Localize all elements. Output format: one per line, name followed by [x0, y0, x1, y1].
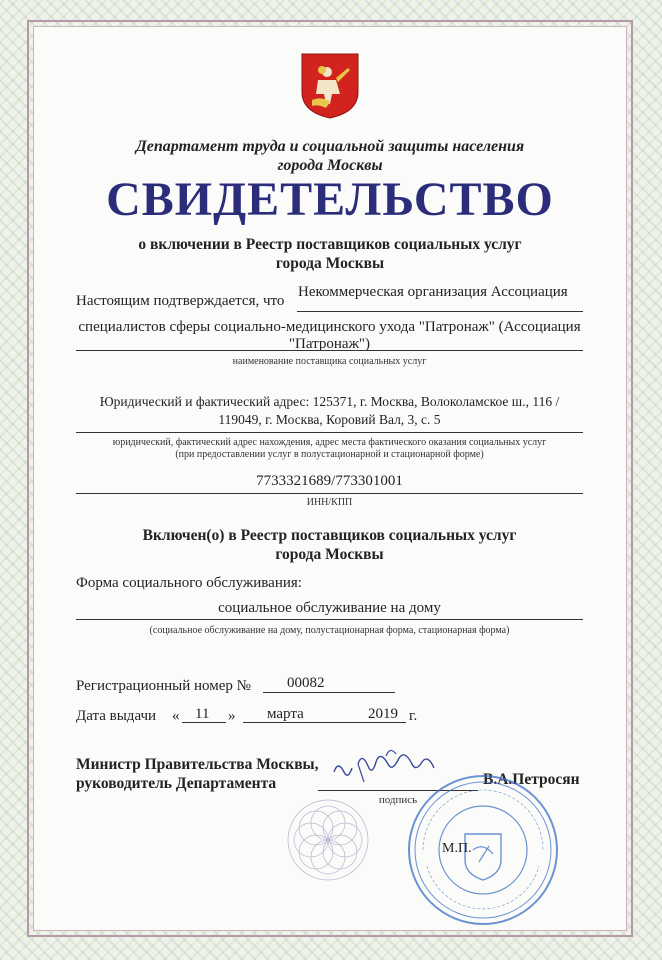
address-caption-line-2: (при предоставлении услуг в полустационарной и стационарной форме)	[175, 449, 484, 460]
subtitle-line-2: города Москвы	[275, 255, 385, 272]
address-caption-line-1: юридический, фактический адрес нахождения, адрес места фактического оказания социальных услуг	[112, 437, 547, 448]
department-line-1: Департамент труда и социальной защиты населения	[135, 138, 525, 155]
provider-name-line-3: "Патронаж")	[288, 336, 371, 352]
signatory-name: В.А.Петросян	[483, 771, 580, 788]
underline	[297, 311, 583, 312]
issue-year: 2019	[368, 706, 398, 722]
provider-name-line-2: специалистов сферы социально-медицинского ухода "Патронаж" (Ассоциация	[78, 319, 581, 335]
provider-name-line-1: Некоммерческая организация Ассоциация	[298, 284, 568, 300]
underline	[76, 350, 583, 351]
signature-caption: подпись	[378, 794, 418, 806]
address-line-1: Юридический и фактический адрес: 125371, г. Москва, Волоколамское ш., 116 /	[99, 394, 560, 409]
subtitle-line-1: о включении в Реестр поставщиков социальных услуг	[138, 236, 522, 253]
service-form-caption: (социальное обслуживание на дому, полустационарная форма, стационарная форма)	[149, 625, 510, 636]
department-name	[60, 137, 600, 175]
position-line-1: Министр Правительства Москвы,	[76, 756, 319, 773]
official-round-stamp	[403, 770, 563, 930]
address	[76, 393, 583, 429]
inclusion-line-2: города Москвы	[275, 546, 384, 563]
underline	[263, 692, 395, 693]
open-quote: «	[172, 708, 180, 724]
signatory-position	[76, 755, 319, 793]
address-line-2: 119049, г. Москва, Коровий Вал, 3, с. 5	[218, 412, 441, 427]
provider-name-caption: наименование поставщика социальных услуг	[232, 356, 427, 367]
document-title: СВИДЕТЕЛЬСТВО	[106, 173, 554, 226]
underline	[243, 722, 406, 723]
issue-date-label: Дата выдачи	[76, 708, 157, 724]
underline	[76, 619, 583, 620]
position-line-2: руководитель Департамента	[76, 775, 277, 792]
provider-intro: Настоящим подтверждается, что	[76, 293, 285, 309]
department-line-2: города Москвы	[277, 157, 383, 174]
registration-label: Регистрационный номер №	[76, 678, 251, 694]
inclusion-statement	[76, 526, 583, 564]
document-subtitle	[80, 235, 580, 273]
close-quote: »	[228, 708, 236, 724]
service-form-value: социальное обслуживание на дому	[218, 600, 441, 616]
provider-name	[76, 319, 583, 353]
stamp-place-label: М.П.	[442, 841, 472, 856]
underline	[76, 432, 583, 433]
underline	[182, 722, 226, 723]
inn-kpp-value: 7733321689/773301001	[256, 473, 403, 489]
security-rosette	[283, 795, 373, 885]
address-caption	[76, 437, 583, 461]
moscow-coat-of-arms-icon	[300, 52, 360, 120]
underline	[76, 493, 583, 494]
issue-month: марта	[267, 706, 304, 722]
registration-number: 00082	[287, 675, 325, 691]
year-suffix: г.	[409, 708, 418, 724]
inclusion-line-1: Включен(о) в Реестр поставщиков социальных услуг	[142, 527, 517, 544]
issue-day: 11	[195, 706, 210, 722]
service-form-label: Форма социального обслуживания:	[76, 575, 302, 591]
inn-kpp-caption: ИНН/КПП	[306, 497, 353, 508]
